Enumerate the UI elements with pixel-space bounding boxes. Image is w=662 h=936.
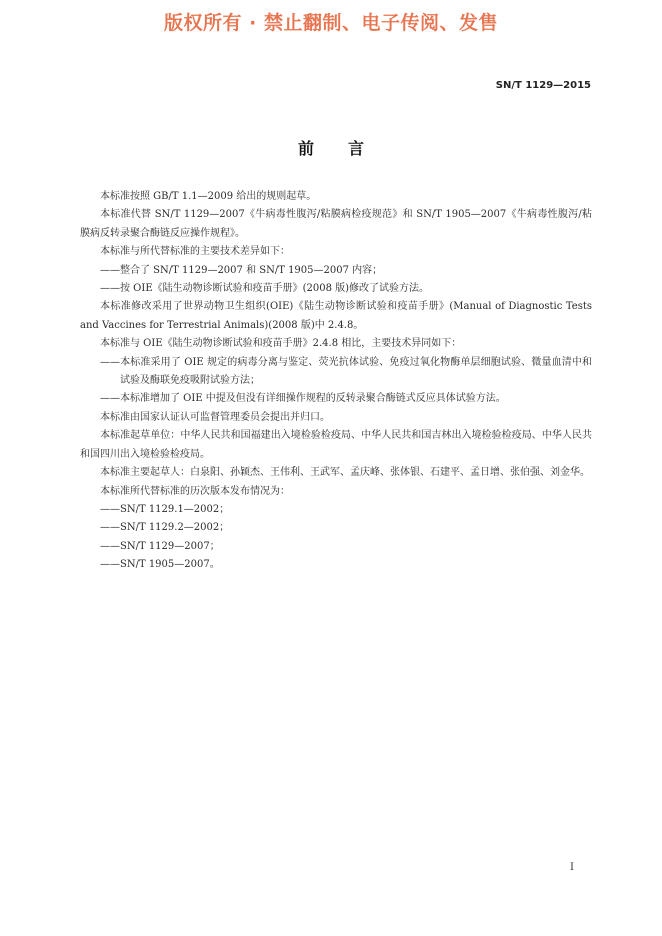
copyright-watermark: 版权所有 · 禁止翻制、电子传阅、发售 [164, 12, 498, 34]
paragraph: 本标准按照 GB/T 1.1—2009 给出的规则起草。 [100, 191, 317, 202]
dash-item: ——SN/T 1129.2—2002； [100, 522, 230, 534]
list-item: ——本标准增加了 OIE 中提及但没有详细操作规程的反转录聚合酶链式反应具体试验方法。 [100, 393, 506, 405]
paragraph: 本标准起草单位：中华人民共和国福建出入境检验检疫局、中华人民共和国吉林出入境检验检疫局、中华人民共和国四川出入境检验检疫局。 [80, 430, 592, 460]
paragraph: 本标准代替 SN/T 1129—2007《牛病毒性腹泻/粘膜病检疫规范》和 SN/T 1905—2007《牛病毒性腹泻/粘膜病反转录聚合酶链反应操作规程》。 [80, 209, 592, 239]
page-title: 前言 [297, 139, 398, 158]
dash-item: ——SN/T 1129—2007； [100, 540, 220, 552]
dash-item: ——SN/T 1905—2007。 [100, 559, 220, 571]
list-item: ——本标准采用了 OIE 规定的病毒分离与鉴定、荧光抗体试验、免疫过氧化物酶单层细胞试验、微量血清中和试验及酶联免疫吸附试验方法； [100, 356, 592, 387]
paragraph: 本标准与所代替标准的主要技术差异如下： [100, 246, 290, 258]
page-number: I [570, 862, 574, 873]
dash-item: ——SN/T 1129.1—2002； [100, 503, 230, 515]
paragraph: 本标准修改采用了世界动物卫生组织(OIE)《陆生动物诊断试验和疫苗手册》(Manual of Diagnostic Tests and Vaccines for Terrestrial Animals)(2008 版)中 2.4.8。 [80, 301, 592, 331]
paragraph: 本标准主要起草人：白泉阳、孙颖杰、王伟利、王武军、孟庆峰、张体银、石建平、孟日增、张伯强、刘金华。 [100, 467, 590, 479]
document-code: SN/T 1129—2015 [495, 80, 591, 91]
paragraph: 本标准所代替标准的历次版本发布情况为： [100, 485, 290, 497]
dash-item: ——整合了 SN/T 1129—2007 和 SN/T 1905—2007 内容； [100, 264, 383, 276]
paragraph: 本标准与 OIE《陆生动物诊断试验和疫苗手册》2.4.8 相比，主要技术异同如下： [100, 338, 462, 350]
paragraph: 本标准由国家认证认可监督管理委员会提出并归口。 [100, 411, 330, 423]
dash-item: ——按 OIE《陆生动物诊断试验和疫苗手册》(2008 版)修改了试验方法。 [100, 283, 430, 295]
foreword-body [80, 188, 592, 575]
